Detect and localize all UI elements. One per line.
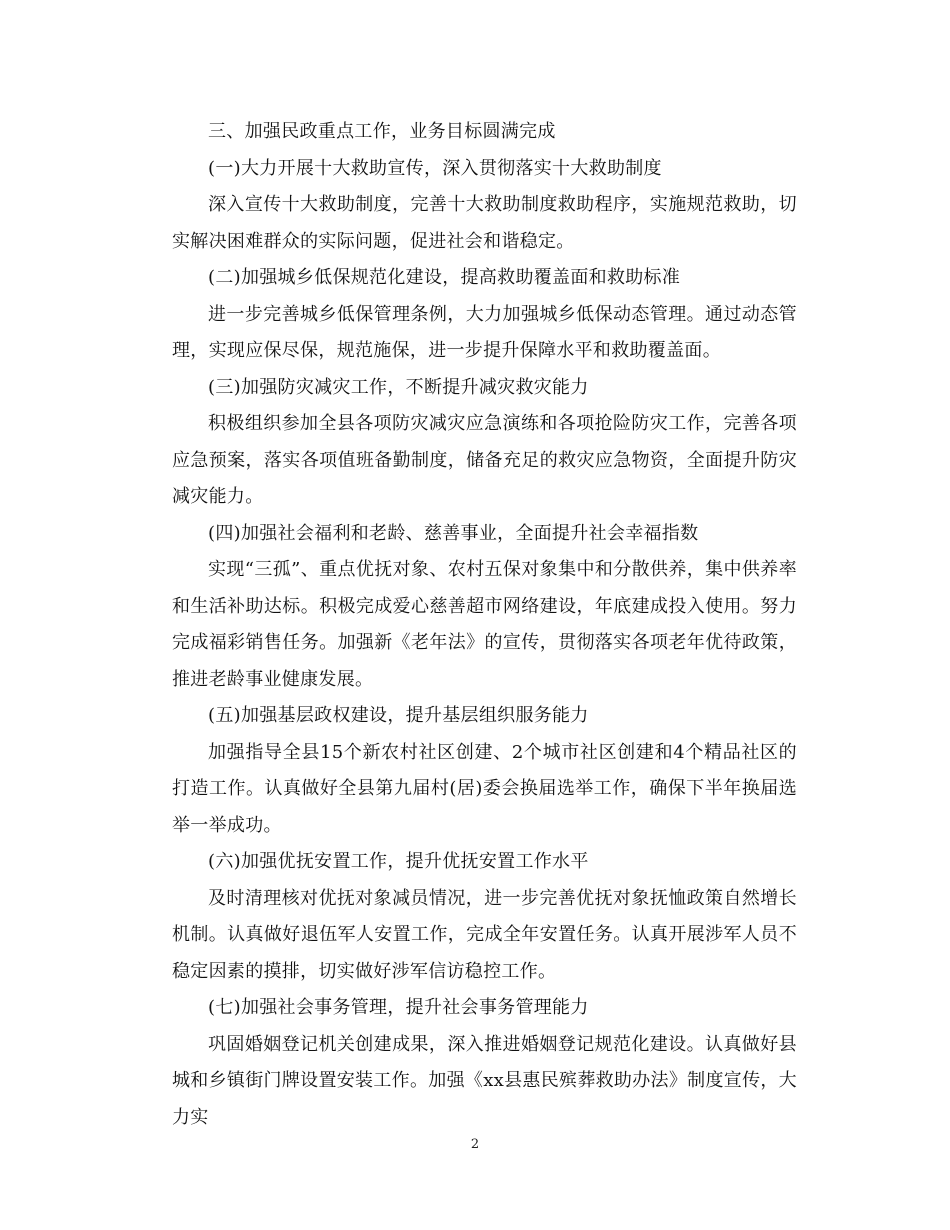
- paragraph-7: 巩固婚姻登记机关创建成果，深入推进婚姻登记规范化建设。认真做好县城和乡镇街门牌设置安装工作。加强《xx县惠民殡葬救助办法》制度宣传，大力实: [172, 1033, 797, 1128]
- page-number: 2: [470, 1137, 480, 1152]
- paragraph-4: 实现“三孤”、重点优抚对象、农村五保对象集中和分散供养，集中供养率和生活补助达标。积极完成爱心慈善超市网络建设，年底建成投入使用。努力完成福彩销售任务。加强新《老年法》的宣传，贯彻落实各项老年优待政策，推进老龄事业健康发展。: [172, 559, 797, 690]
- subsection-heading-2: (二)加强城乡低保规范化建设，提高救助覆盖面和救助标准: [208, 267, 681, 288]
- paragraph-3: 积极组织参加全县各项防灾减灾应急演练和各项抢险防灾工作，完善各项应急预案，落实各项值班备勤制度，储备充足的救灾应急物资，全面提升防灾减灾能力。: [172, 413, 797, 507]
- section-heading: 三、加强民政重点工作，业务目标圆满完成: [208, 121, 556, 142]
- subsection-heading-4: (四)加强社会福利和老龄、慈善事业，全面提升社会幸福指数: [208, 522, 699, 544]
- paragraph-6: 及时清理核对优抚对象减员情况，进一步完善优抚对象抚恤政策自然增长机制。认真做好退伍军人安置工作，完成全年安置任务。认真开展涉军人员不稳定因素的摸排，切实做好涉军信访稳控工作。: [172, 887, 797, 982]
- subsection-heading-1: (一)大力开展十大救助宣传，深入贯彻落实十大救助制度: [208, 157, 662, 179]
- document-body: [172, 114, 797, 1136]
- subsection-heading-7: (七)加强社会事务管理，提升社会事务管理能力: [208, 997, 589, 1018]
- subsection-heading-3: (三)加强防灾减灾工作，不断提升减灾救灾能力: [208, 376, 589, 398]
- subsection-heading-5: (五)加强基层政权建设，提升基层组织服务能力: [208, 705, 589, 726]
- paragraph-1: 深入宣传十大救助制度，完善十大救助制度救助程序，实施规范救助，切实解决困难群众的实际问题，促进社会和谐稳定。: [172, 194, 797, 252]
- subsection-heading-6: (六)加强优抚安置工作，提升优抚安置工作水平: [208, 851, 589, 872]
- paragraph-2: 进一步完善城乡低保管理条例，大力加强城乡低保动态管理。通过动态管理，实现应保尽保，规范施保，进一步提升保障水平和救助覆盖面。: [172, 303, 797, 361]
- paragraph-5: 加强指导全县15个新农村社区创建、2个城市社区创建和4个精品社区的打造工作。认真做好全县第九届村(居)委会换届选举工作，确保下半年换届选举一举成功。: [172, 741, 797, 836]
